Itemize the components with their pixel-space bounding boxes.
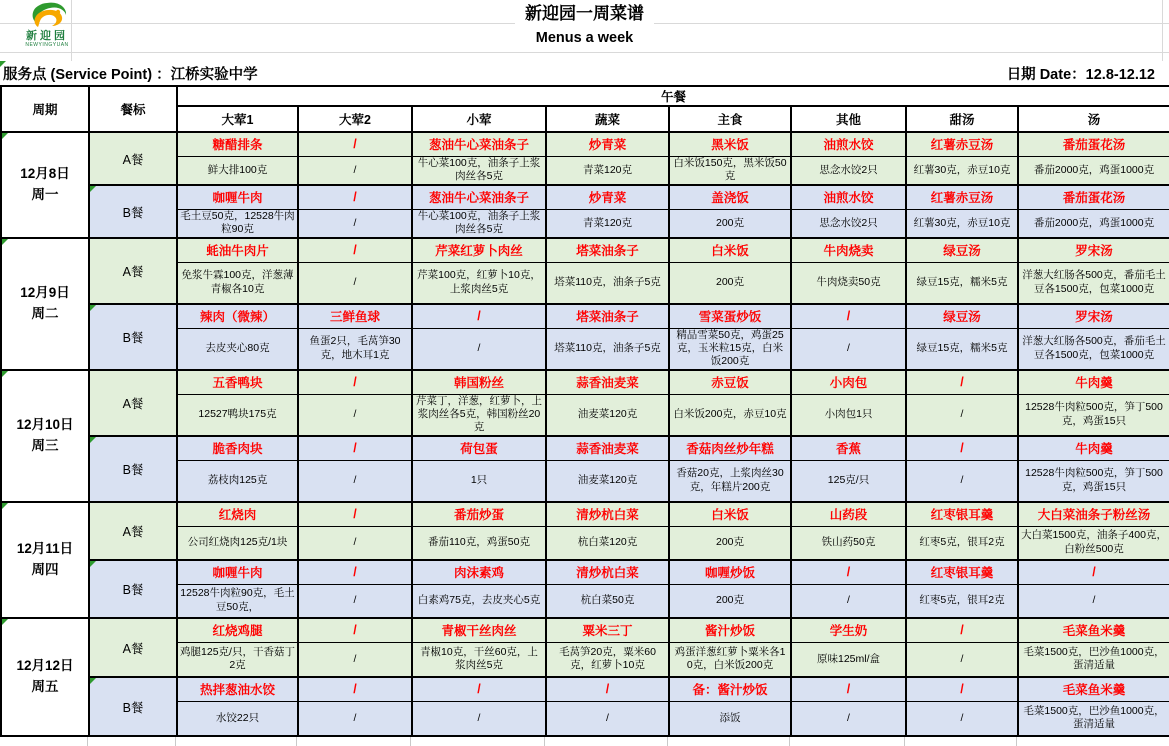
dish-name-cell[interactable]: / bbox=[298, 132, 412, 156]
service-point-value: 江桥实验中学 bbox=[170, 66, 258, 83]
logo-swirl-icon bbox=[25, 1, 69, 31]
day-date: 12月8日 bbox=[20, 166, 70, 182]
dish-name-cell[interactable]: / bbox=[298, 370, 412, 394]
dish-name-cell[interactable]: / bbox=[906, 436, 1018, 460]
dish-name-cell[interactable]: 葱油牛心菜油条子 bbox=[412, 185, 546, 209]
dish-detail-cell[interactable]: 塔菜110克，油条子5克 bbox=[546, 328, 669, 370]
dish-detail-cell[interactable]: 青椒10克，干丝60克，上浆肉丝5克 bbox=[412, 642, 546, 677]
dish-detail-cell[interactable]: / bbox=[298, 209, 412, 238]
corner-header-period[interactable]: 周期 bbox=[1, 86, 89, 132]
column-header[interactable]: 主食 bbox=[669, 106, 791, 132]
dish-detail-cell[interactable]: 牛心菜100克，油条子上浆肉丝各5克 bbox=[412, 156, 546, 185]
dish-name-cell[interactable]: 番茄炒蛋 bbox=[412, 502, 546, 526]
day-date: 12月10日 bbox=[16, 417, 74, 433]
dish-detail-cell[interactable]: / bbox=[1018, 584, 1169, 618]
meal-label[interactable]: A餐 bbox=[89, 618, 177, 677]
dish-detail-cell[interactable]: 12528牛肉粒500克，笋丁500克，鸡蛋15只 bbox=[1018, 460, 1169, 502]
dish-detail-cell[interactable]: / bbox=[298, 642, 412, 677]
column-header[interactable]: 大荤2 bbox=[298, 106, 412, 132]
dish-detail-cell[interactable]: 青菜120克 bbox=[546, 156, 669, 185]
logo-text-en: NEWYINGYUAN bbox=[25, 41, 69, 48]
dish-name-cell[interactable]: 牛肉羹 bbox=[1018, 436, 1169, 460]
dish-name-cell[interactable]: 香菇肉丝炒年糕 bbox=[669, 436, 791, 460]
dish-name-cell[interactable]: 备：酱汁炒饭 bbox=[669, 677, 791, 701]
dish-detail-cell[interactable]: 毛土豆50克，12528牛肉粒90克 bbox=[177, 209, 298, 238]
column-header[interactable]: 小荤 bbox=[412, 106, 546, 132]
dish-name-cell[interactable]: 牛肉羹 bbox=[1018, 370, 1169, 394]
day-cell[interactable] bbox=[1, 502, 89, 618]
dish-name-cell[interactable]: 芹菜红萝卜肉丝 bbox=[412, 238, 546, 262]
dish-detail-cell[interactable]: 芹菜100克，红萝卜10克，上浆肉丝5克 bbox=[412, 262, 546, 304]
dish-name-cell[interactable]: / bbox=[791, 560, 906, 584]
dish-name-cell[interactable]: 绿豆汤 bbox=[906, 304, 1018, 328]
dish-detail-cell[interactable]: 200克 bbox=[669, 584, 791, 618]
dish-detail-cell[interactable]: 12527鸭块175克 bbox=[177, 394, 298, 436]
dish-name-cell[interactable]: / bbox=[298, 238, 412, 262]
dish-detail-cell[interactable]: 思念水饺2只 bbox=[791, 209, 906, 238]
dish-name-cell[interactable]: 肉沫素鸡 bbox=[412, 560, 546, 584]
dish-name-cell[interactable]: 白米饭 bbox=[669, 238, 791, 262]
meal-label[interactable]: B餐 bbox=[89, 304, 177, 370]
dish-detail-cell[interactable]: 水饺22只 bbox=[177, 701, 298, 736]
partial-next-row bbox=[0, 737, 1169, 746]
day-cell[interactable] bbox=[1, 618, 89, 736]
dish-detail-cell[interactable]: 鲜大排100克 bbox=[177, 156, 298, 185]
dish-detail-cell[interactable]: 12528牛肉粒90克，毛土豆50克， bbox=[177, 584, 298, 618]
dish-name-cell[interactable]: 红枣银耳羹 bbox=[906, 502, 1018, 526]
dish-detail-cell[interactable]: 毛菜1500克，巴沙鱼1000克，蛋清适量 bbox=[1018, 642, 1169, 677]
day-cell[interactable] bbox=[1, 370, 89, 502]
dish-name-cell[interactable]: 红枣银耳羹 bbox=[906, 560, 1018, 584]
dish-detail-cell[interactable]: 番茄110克，鸡蛋50克 bbox=[412, 526, 546, 560]
dish-name-cell[interactable]: 青椒干丝肉丝 bbox=[412, 618, 546, 642]
dish-detail-cell[interactable]: 油麦菜120克 bbox=[546, 394, 669, 436]
dish-detail-cell[interactable]: 洋葱大红肠各500克，番茄毛土豆各1500克，包菜1000克 bbox=[1018, 328, 1169, 370]
page-subtitle: Menus a week bbox=[526, 30, 644, 46]
dish-detail-cell[interactable]: 白米饭200克，赤豆10克 bbox=[669, 394, 791, 436]
lunch-group-header[interactable]: 午餐 bbox=[177, 86, 1169, 106]
meal-label[interactable]: A餐 bbox=[89, 370, 177, 436]
dish-detail-cell[interactable]: / bbox=[298, 156, 412, 185]
dish-name-cell[interactable]: 油煎水饺 bbox=[791, 185, 906, 209]
dish-name-cell[interactable]: 白米饭 bbox=[669, 502, 791, 526]
dish-name-cell[interactable]: 红烧肉 bbox=[177, 502, 298, 526]
day-date: 12月9日 bbox=[20, 285, 70, 301]
dish-detail-cell[interactable]: 牛肉烧卖50克 bbox=[791, 262, 906, 304]
dish-detail-cell[interactable]: 红枣5克，银耳2克 bbox=[906, 584, 1018, 618]
meal-label[interactable]: B餐 bbox=[89, 560, 177, 618]
corner-header-meal[interactable]: 餐标 bbox=[89, 86, 177, 132]
dish-detail-cell[interactable]: 牛心菜100克，油条子上浆肉丝各5克 bbox=[412, 209, 546, 238]
meta-row bbox=[0, 61, 1169, 85]
dish-detail-cell[interactable]: / bbox=[298, 460, 412, 502]
dish-name-cell[interactable]: 清炒杭白菜 bbox=[546, 560, 669, 584]
dish-name-cell[interactable]: 蚝油牛肉片 bbox=[177, 238, 298, 262]
dish-detail-cell[interactable]: 塔菜110克，油条子5克 bbox=[546, 262, 669, 304]
dish-name-cell[interactable]: 山药段 bbox=[791, 502, 906, 526]
dish-name-cell[interactable]: 糖醋排条 bbox=[177, 132, 298, 156]
dish-detail-cell[interactable]: 洋葱大红肠各500克，番茄毛土豆各1500克，包菜1000克 bbox=[1018, 262, 1169, 304]
dish-detail-cell[interactable]: 思念水饺2只 bbox=[791, 156, 906, 185]
dish-name-cell[interactable]: 罗宋汤 bbox=[1018, 238, 1169, 262]
dish-detail-cell[interactable]: 绿豆15克，糯米5克 bbox=[906, 262, 1018, 304]
dish-name-cell[interactable]: / bbox=[298, 185, 412, 209]
dish-name-cell[interactable]: 咖喱牛肉 bbox=[177, 185, 298, 209]
service-point-label: 服务点 (Service Point) ： bbox=[3, 66, 171, 83]
service-point bbox=[3, 63, 258, 84]
dish-detail-cell[interactable]: 125克/只 bbox=[791, 460, 906, 502]
column-header[interactable]: 其他 bbox=[791, 106, 906, 132]
dish-name-cell[interactable]: / bbox=[791, 677, 906, 701]
day-date: 12月12日 bbox=[16, 658, 74, 674]
dish-detail-cell[interactable]: 香菇20克，上浆肉丝30克，年糕片200克 bbox=[669, 460, 791, 502]
day-weekday: 周四 bbox=[31, 562, 59, 577]
dish-detail-cell[interactable]: 公司红烧肉125克/1块 bbox=[177, 526, 298, 560]
dish-detail-cell[interactable]: / bbox=[906, 701, 1018, 736]
dish-name-cell[interactable]: 毛菜鱼米羹 bbox=[1018, 618, 1169, 642]
dish-detail-cell[interactable]: 200克 bbox=[669, 209, 791, 238]
date-label: 日期 Date： bbox=[1006, 66, 1086, 83]
dish-detail-cell[interactable]: 鸡腿125克/只，干香菇丁2克 bbox=[177, 642, 298, 677]
dish-name-cell[interactable]: 红薯赤豆汤 bbox=[906, 132, 1018, 156]
dish-detail-cell[interactable]: / bbox=[546, 701, 669, 736]
day-weekday: 周三 bbox=[31, 438, 59, 453]
dish-name-cell[interactable]: / bbox=[412, 677, 546, 701]
dish-detail-cell[interactable]: / bbox=[906, 460, 1018, 502]
dish-name-cell[interactable]: 牛肉烧卖 bbox=[791, 238, 906, 262]
dish-name-cell[interactable]: / bbox=[412, 304, 546, 328]
dish-detail-cell[interactable]: 200克 bbox=[669, 262, 791, 304]
meal-label[interactable]: A餐 bbox=[89, 132, 177, 185]
dish-name-cell[interactable]: 三鲜鱼球 bbox=[298, 304, 412, 328]
meal-label[interactable]: B餐 bbox=[89, 436, 177, 502]
dish-detail-cell[interactable]: / bbox=[791, 584, 906, 618]
dish-name-cell[interactable]: / bbox=[1018, 560, 1169, 584]
dish-name-cell[interactable]: / bbox=[298, 677, 412, 701]
dish-name-cell[interactable]: / bbox=[298, 436, 412, 460]
dish-name-cell[interactable]: 清炒杭白菜 bbox=[546, 502, 669, 526]
date-range bbox=[1007, 63, 1155, 84]
dish-name-cell[interactable]: 番茄蛋花汤 bbox=[1018, 185, 1169, 209]
cell-flag-icon bbox=[0, 61, 6, 67]
meal-label[interactable]: B餐 bbox=[89, 677, 177, 736]
menu-table bbox=[0, 85, 1169, 737]
meal-label[interactable]: A餐 bbox=[89, 238, 177, 304]
dish-detail-cell[interactable]: / bbox=[298, 701, 412, 736]
dish-name-cell[interactable]: 毛菜鱼米羹 bbox=[1018, 677, 1169, 701]
dish-detail-cell[interactable]: 油麦菜120克 bbox=[546, 460, 669, 502]
dish-name-cell[interactable]: / bbox=[906, 618, 1018, 642]
dish-name-cell[interactable]: / bbox=[298, 502, 412, 526]
dish-name-cell[interactable]: 油煎水饺 bbox=[791, 132, 906, 156]
dish-detail-cell[interactable]: 毛菜1500克，巴沙鱼1000克，蛋清适量 bbox=[1018, 701, 1169, 736]
dish-detail-cell[interactable]: / bbox=[298, 262, 412, 304]
dish-name-cell[interactable]: 咖喱炒饭 bbox=[669, 560, 791, 584]
dish-detail-cell[interactable]: 12528牛肉粒500克，笋丁500克，鸡蛋15只 bbox=[1018, 394, 1169, 436]
dish-name-cell[interactable]: 雪菜蛋炒饭 bbox=[669, 304, 791, 328]
dish-name-cell[interactable]: 绿豆汤 bbox=[906, 238, 1018, 262]
dish-detail-cell[interactable]: 红薯30克，赤豆10克 bbox=[906, 156, 1018, 185]
dish-detail-cell[interactable]: 青菜120克 bbox=[546, 209, 669, 238]
logo-text-cn: 新迎园 bbox=[26, 30, 68, 42]
dish-name-cell[interactable]: 黑米饭 bbox=[669, 132, 791, 156]
dish-detail-cell[interactable]: 1只 bbox=[412, 460, 546, 502]
dish-name-cell[interactable]: 粟米三丁 bbox=[546, 618, 669, 642]
dish-name-cell[interactable]: 塔菜油条子 bbox=[546, 238, 669, 262]
dish-detail-cell[interactable]: 红枣5克，银耳2克 bbox=[906, 526, 1018, 560]
dish-name-cell[interactable]: / bbox=[906, 677, 1018, 701]
dish-detail-cell[interactable]: / bbox=[298, 394, 412, 436]
dish-name-cell[interactable]: 香蕉 bbox=[791, 436, 906, 460]
top-banner bbox=[0, 0, 1169, 61]
dish-name-cell[interactable]: 葱油牛心菜油条子 bbox=[412, 132, 546, 156]
dish-detail-cell[interactable]: / bbox=[298, 584, 412, 618]
dish-name-cell[interactable]: 酱汁炒饭 bbox=[669, 618, 791, 642]
dish-detail-cell[interactable]: 杭白菜50克 bbox=[546, 584, 669, 618]
column-header[interactable]: 汤 bbox=[1018, 106, 1169, 132]
dish-detail-cell[interactable]: 200克 bbox=[669, 526, 791, 560]
dish-name-cell[interactable]: 塔菜油条子 bbox=[546, 304, 669, 328]
column-header[interactable]: 蔬菜 bbox=[546, 106, 669, 132]
page-title: 新迎园一周菜谱 bbox=[515, 3, 654, 26]
dish-name-cell[interactable]: 蒜香油麦菜 bbox=[546, 370, 669, 394]
dish-name-cell[interactable]: 红薯赤豆汤 bbox=[906, 185, 1018, 209]
dish-name-cell[interactable]: 赤豆饭 bbox=[669, 370, 791, 394]
day-date: 12月11日 bbox=[16, 541, 74, 557]
dish-detail-cell[interactable]: / bbox=[412, 328, 546, 370]
dish-detail-cell[interactable]: 鸡蛋洋葱红萝卜粟米各10克，白米饭200克 bbox=[669, 642, 791, 677]
dish-detail-cell[interactable]: / bbox=[412, 701, 546, 736]
column-header[interactable]: 大荤1 bbox=[177, 106, 298, 132]
dish-detail-cell[interactable]: 鱼蛋2只，毛莴笋30克，地木耳1克 bbox=[298, 328, 412, 370]
dish-name-cell[interactable]: 炒青菜 bbox=[546, 185, 669, 209]
dish-name-cell[interactable]: 辣肉（微辣） bbox=[177, 304, 298, 328]
dish-name-cell[interactable]: 番茄蛋花汤 bbox=[1018, 132, 1169, 156]
dish-detail-cell[interactable]: 铁山药50克 bbox=[791, 526, 906, 560]
dish-name-cell[interactable]: 蒜香油麦菜 bbox=[546, 436, 669, 460]
dish-detail-cell[interactable]: 白米饭150克，黑米饭50克 bbox=[669, 156, 791, 185]
dish-name-cell[interactable]: 盖浇饭 bbox=[669, 185, 791, 209]
column-header[interactable]: 甜汤 bbox=[906, 106, 1018, 132]
dish-detail-cell[interactable]: / bbox=[906, 642, 1018, 677]
dish-detail-cell[interactable]: / bbox=[791, 328, 906, 370]
company-logo bbox=[10, 1, 84, 59]
dish-name-cell[interactable]: 大白菜油条子粉丝汤 bbox=[1018, 502, 1169, 526]
dish-detail-cell[interactable]: 番茄2000克，鸡蛋1000克 bbox=[1018, 209, 1169, 238]
dish-detail-cell[interactable]: 白素鸡75克，去皮夹心5克 bbox=[412, 584, 546, 618]
dish-name-cell[interactable]: 韩国粉丝 bbox=[412, 370, 546, 394]
dish-name-cell[interactable]: 热拌葱油水饺 bbox=[177, 677, 298, 701]
meal-label[interactable]: B餐 bbox=[89, 185, 177, 238]
dish-detail-cell[interactable]: 荔枝肉125克 bbox=[177, 460, 298, 502]
dish-name-cell[interactable]: / bbox=[298, 560, 412, 584]
dish-detail-cell[interactable]: 大白菜1500克，油条子400克，白粉丝500克 bbox=[1018, 526, 1169, 560]
dish-detail-cell[interactable]: 番茄2000克，鸡蛋1000克 bbox=[1018, 156, 1169, 185]
dish-name-cell[interactable]: 罗宋汤 bbox=[1018, 304, 1169, 328]
dish-name-cell[interactable]: / bbox=[546, 677, 669, 701]
dish-name-cell[interactable]: 红烧鸡腿 bbox=[177, 618, 298, 642]
dish-detail-cell[interactable]: / bbox=[298, 526, 412, 560]
dish-name-cell[interactable]: / bbox=[298, 618, 412, 642]
dish-name-cell[interactable]: 咖喱牛肉 bbox=[177, 560, 298, 584]
dish-detail-cell[interactable]: 去皮夹心80克 bbox=[177, 328, 298, 370]
dish-detail-cell[interactable]: 绿豆15克，糯米5克 bbox=[906, 328, 1018, 370]
day-weekday: 周二 bbox=[31, 306, 59, 321]
day-weekday: 周五 bbox=[31, 679, 59, 694]
dish-name-cell[interactable]: 炒青菜 bbox=[546, 132, 669, 156]
dish-name-cell[interactable]: / bbox=[906, 370, 1018, 394]
dish-detail-cell[interactable]: 添饭 bbox=[669, 701, 791, 736]
day-weekday: 周一 bbox=[31, 187, 59, 202]
dish-name-cell[interactable]: 脆香肉块 bbox=[177, 436, 298, 460]
dish-name-cell[interactable]: 小肉包 bbox=[791, 370, 906, 394]
dish-detail-cell[interactable]: 原味125ml/盒 bbox=[791, 642, 906, 677]
dish-detail-cell[interactable]: / bbox=[906, 394, 1018, 436]
day-cell[interactable] bbox=[1, 132, 89, 238]
dish-detail-cell[interactable]: 毛莴笋20克，粟米60克，红萝卜10克 bbox=[546, 642, 669, 677]
dish-detail-cell[interactable]: 免浆牛霖100克，洋葱薄青椒各10克 bbox=[177, 262, 298, 304]
dish-name-cell[interactable]: / bbox=[791, 304, 906, 328]
dish-detail-cell[interactable]: 杭白菜120克 bbox=[546, 526, 669, 560]
dish-name-cell[interactable]: 五香鸭块 bbox=[177, 370, 298, 394]
dish-name-cell[interactable]: 学生奶 bbox=[791, 618, 906, 642]
day-cell[interactable] bbox=[1, 238, 89, 370]
dish-detail-cell[interactable]: 小肉包1只 bbox=[791, 394, 906, 436]
dish-detail-cell[interactable]: 红薯30克，赤豆10克 bbox=[906, 209, 1018, 238]
date-value: 12.8-12.12 bbox=[1085, 66, 1155, 83]
dish-name-cell[interactable]: 荷包蛋 bbox=[412, 436, 546, 460]
dish-detail-cell[interactable]: 精品雪菜50克，鸡蛋25克，玉米粒15克，白米饭200克 bbox=[669, 328, 791, 370]
dish-detail-cell[interactable]: 芹菜丁，洋葱，红萝卜，上浆肉丝各5克，韩国粉丝20克 bbox=[412, 394, 546, 436]
meal-label[interactable]: A餐 bbox=[89, 502, 177, 560]
dish-detail-cell[interactable]: / bbox=[791, 701, 906, 736]
